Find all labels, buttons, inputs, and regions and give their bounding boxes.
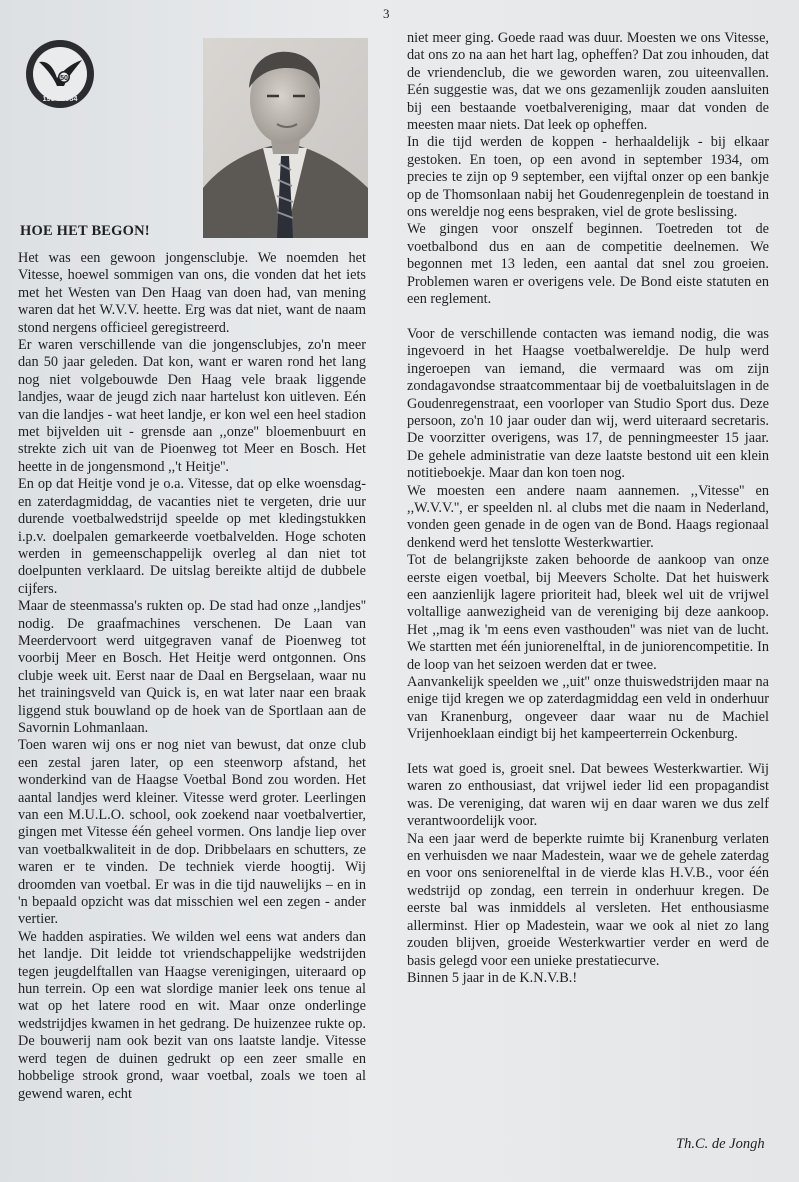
- right-text-column: [407, 30, 769, 987]
- paragraph: niet meer ging. Goede raad was duur. Moesten we ons Vitesse, dat ons zo na aan het hart lag, opheffen? Dat zou inhouden, dat de vriendenclub, die we geworden waren, zou uiteenvallen. Eén suggestie was, dat we ons gezamenlijk zouden aansluiten bij een bestaande voetbalvereniging, maar dat vonden de meesten maar niets. Dat leek op opheffen.: [407, 30, 769, 134]
- article-heading: HOE HET BEGON!: [20, 223, 150, 239]
- page-number: 3: [383, 6, 390, 21]
- paragraph: Aanvankelijk speelden we ,,uit'' onze thuiswedstrijden maar na enige tijd kregen we op zaterdagmiddag een veld in onderhuur van Kranenburg, ongeveer daar waar nu de Machiel Vrijenhoeklaan eindigt bij het kampeerterrein Ockenburg.: [407, 674, 769, 743]
- paragraph: Er waren verschillende van die jongensclubjes, zo'n meer dan 50 jaar geleden. Dat kon, want er waren rond het lang nog niet volgebouwde Den Haag vele braak liggende landjes, waar de jeugd zich naar hartelust kon uitleven. Eén van die landjes - wat heet landje, er kon wel een heel stadion met bijvelden uit - grensde aan ,,onze'' bloemenbuurt en strekte zich uit van de Pioenweg tot Meer en Bosch. Het heette in de jongensmond ,,'t Heitje''.: [18, 337, 366, 475]
- paragraph: Voor de verschillende contacten was iemand nodig, die was ingevoerd in het Haagse voetbalwereldje. De hulp werd ingeroepen van iemand, die vermaard was om zijn zondagavondse straatcommentaar bij de voetbaluitslagen in de Goudenregenstraat, een voorloper van Studio Sport dus. Deze persoon, zo'n 10 jaar ouder dan wij, werd uiteraard secretaris. De voorzitter overigens, was 17, de penningmeester 15 jaar. De gehele administratie van deze laatste bestond uit een klein notitieboekje. Maar dan kon toen nog.: [407, 325, 769, 482]
- left-text-column: [18, 250, 366, 1103]
- paragraph: Binnen 5 jaar in de K.N.V.B.!: [407, 969, 578, 986]
- paragraph: Toen waren wij ons er nog niet van bewust, dat onze club een zestal jaren later, op een steenworp afstand, het wonderkind van de Haagse Voetbal Bond zou worden. Het aantal landjes werd kleiner. Vitesse werd groter. Leerlingen van een M.U.L.O. school, ook zoekend naar voetbalvertier, gingen met Vitesse één geheel vormen. Ons landje liep over van voetbalkwaliteit in de dop. Dribbelaars en schutters, ze waren er te vinden. De techniek vierde hoogtij. Wij droomden van voetbal. Er was in die tijd nauwelijks – en in 'n bepaald opzicht was dat misschien wel een zegen - ander vertier.: [18, 737, 366, 928]
- paragraph: We hadden aspiraties. We wilden wel eens wat anders dan het landje. Dit leidde tot vriendschappelijke wedstrijden tegen jeugdelftallen van Haagse verenigingen, uiteraard op hun terrein. Op een wat slordige manier leek ons tenue al wat op het latere rood en wit. Maar onze onderlinge wedstrijdjes kwamen in het gedrang. De huizenzee rukte op. De bouwerij nam ook bezit van ons laatste landje. Vitesse werd tegen de duinen gedrukt op een zeer smalle en hobbelige strook grond, waar voetbal, zoals we toen al gewend waren, echt: [18, 928, 366, 1102]
- paragraph: In die tijd werden de koppen - herhaaldelijk - bij elkaar gestoken. En toen, op een avond in september 1934, om precies te zijn op 9 september, een vijftal onzer op een bankje op de Thomsonlaan nabij het Goudenregenplein de toestand in ons wereldje nog eens bespraken, viel de grote beslissing.: [407, 134, 769, 221]
- paragraph: Na een jaar werd de beperkte ruimte bij Kranenburg verlaten en verhuisden we naar Madestein, waar we de gehele zaterdag en voor ons seniorenelftal in de vierde klas H.V.B., voor één wedstrijd op zondag, een terrein in onderhuur kregen. De eerste bal was inmiddels al versleten. Het enthousiasme allerminst. Hier op Madestein, waar we ook al niet zo lang zouden blijven, groeide Westerkwartier verder en werd de basis gelegd voor een unieke prestatiecurve.: [407, 830, 769, 969]
- paragraph: Tot de belangrijkste zaken behoorde de aankoop van onze eerste eigen voetbal, bij Meevers Scholte. Dat het huiswerk een aanzienlijk lagere prioriteit had, bleek wel uit de vrijwel voltallige aanwezigheid van de vereniging bij deze aankoop. Het ,,mag ik 'm eens even vasthouden'' was niet van de lucht. We startten met één juniorenelftal, in de juniorencompetitie. In de loop van het seizoen werden dat er twee.: [407, 552, 769, 673]
- paragraph-gap: [407, 309, 769, 326]
- paragraph: Iets wat goed is, groeit snel. Dat bewees Westerkwartier. Wij waren zo enthousiast, dat vrijwel ieder lid een propagandist was. De vereniging, dat waren wij en daar waren we dus zelf verantwoordelijk voor.: [407, 761, 769, 830]
- author-signature: Th.C. de Jongh: [676, 1136, 765, 1152]
- paragraph-gap: [407, 744, 769, 761]
- paragraph: We gingen voor onszelf beginnen. Toetreden tot de voetbalbond dus en aan de competitie deelnemen. We begonnen met 13 leden, een aantal dat snel zou groeien. Problemen waren er overigens vele. De Bond eiste statuten en een reglement.: [407, 221, 769, 308]
- logo-emblem-text: 50: [60, 75, 68, 82]
- author-portrait-photo: [203, 38, 368, 238]
- paragraph: Maar de steenmassa's rukten op. De stad had onze ,,landjes'' nodig. De graafmachines verschenen. De Laan van Meerdervoort werd uitgegraven vanaf de Pioenweg tot voorbij Meer en Bosch. Het Heitje werd ontgonnen. Ons clubje week uit. Eerst naar de Daal en Bergselaan, waar nu het trainingsveld van Quick is, en wat later naar een braak liggend stuk bouwland op de hoek van de Sportlaan aan de Savornin Lohmanlaan.: [18, 598, 366, 736]
- club-anniversary-logo: [24, 38, 96, 110]
- logo-years: 1934 1984: [42, 94, 78, 103]
- paragraph: We moesten een andere naam aannemen. ,,Vitesse'' en ,,W.V.V.'', er speelden nl. al clubs met die naam in Nederland, vonden geen genade in de ogen van de Bond. Haags regionaal denkend werd het tenslotte Westerkwartier.: [407, 482, 769, 551]
- paragraph: En op dat Heitje vond je o.a. Vitesse, dat op elke woensdag- en zaterdagmiddag, de vacanties niet te vergeten, drie uur durende voetbalwedstrijd speelde op met kledingstukken i.p.v. doelpalen gemarkeerde voetbalvelden. Hoge schoten werden in gemeenschappelijk overleg al dan niet tot doelpunten verklaard. De uitslag bereikte altijd de dubbele cijfers.: [18, 476, 366, 597]
- paragraph: Het was een gewoon jongensclubje. We noemden het Vitesse, hoewel sommigen van ons, die vonden dat het iets met het Westen van Den Haag van doen had, van mening waren dat het W.V.V. heette. Erg was dat niet, want de naam stond nergens officieel geregistreerd.: [18, 250, 366, 336]
